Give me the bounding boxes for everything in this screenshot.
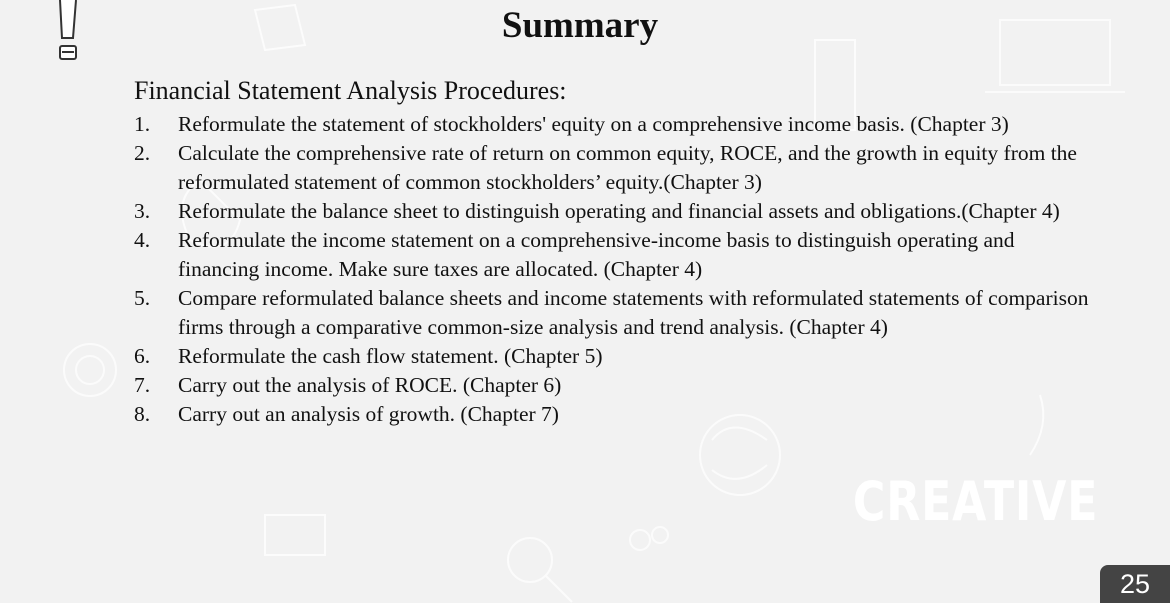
list-item xyxy=(134,197,1094,226)
list-item xyxy=(134,284,1094,342)
creative-watermark: CREATIVE xyxy=(852,470,1098,533)
list-item-number: 8. xyxy=(134,402,151,426)
list-item-number: 7. xyxy=(134,373,151,397)
list-item xyxy=(134,139,1094,197)
list-item xyxy=(134,400,1094,429)
list-item xyxy=(134,342,1094,371)
list-item-text: Compare reformulated balance sheets and income statements with reformulated statements of comparison firms through a comparative common-size analysis and trend analysis. (Chapter 4) xyxy=(178,286,1089,339)
list-item-number: 3. xyxy=(134,199,151,223)
list-item-text: Carry out an analysis of growth. (Chapter 7) xyxy=(178,402,559,426)
list-item-text: Reformulate the balance sheet to distinguish operating and financial assets and obligations.(Chapter 4) xyxy=(178,199,1060,223)
bag-doodle-icon xyxy=(265,515,325,555)
list-item-text: Reformulate the cash flow statement. (Chapter 5) xyxy=(178,344,603,368)
list-item xyxy=(134,371,1094,400)
page-number-badge: 25 xyxy=(1100,565,1170,603)
slide-title: Summary xyxy=(501,5,659,46)
list-item-text: Reformulate the statement of stockholders' equity on a comprehensive income basis. (Chapter 3) xyxy=(178,112,1009,136)
list-item-text: Calculate the comprehensive rate of return on common equity, ROCE, and the growth in equity from the reformulated statement of common stockholders’ equity.(Chapter 3) xyxy=(178,141,1077,194)
procedure-list xyxy=(134,110,1094,429)
list-item-text: Reformulate the income statement on a comprehensive-income basis to distinguish operating and financing income. Make sure taxes are allocated. (Chapter 4) xyxy=(178,228,1015,281)
list-item-text: Carry out the analysis of ROCE. (Chapter 6) xyxy=(178,373,562,397)
list-item-number: 4. xyxy=(134,228,151,252)
content-block xyxy=(134,74,1094,429)
magnifier-doodle-icon xyxy=(508,538,552,582)
list-item xyxy=(134,110,1094,139)
list-item xyxy=(134,226,1094,284)
list-item-number: 6. xyxy=(134,344,151,368)
target-doodle-icon xyxy=(64,344,116,396)
procedures-heading: Financial Statement Analysis Procedures: xyxy=(134,76,567,105)
list-item-number: 5. xyxy=(134,286,151,310)
list-item-number: 2. xyxy=(134,141,151,165)
list-item-number: 1. xyxy=(134,112,151,136)
